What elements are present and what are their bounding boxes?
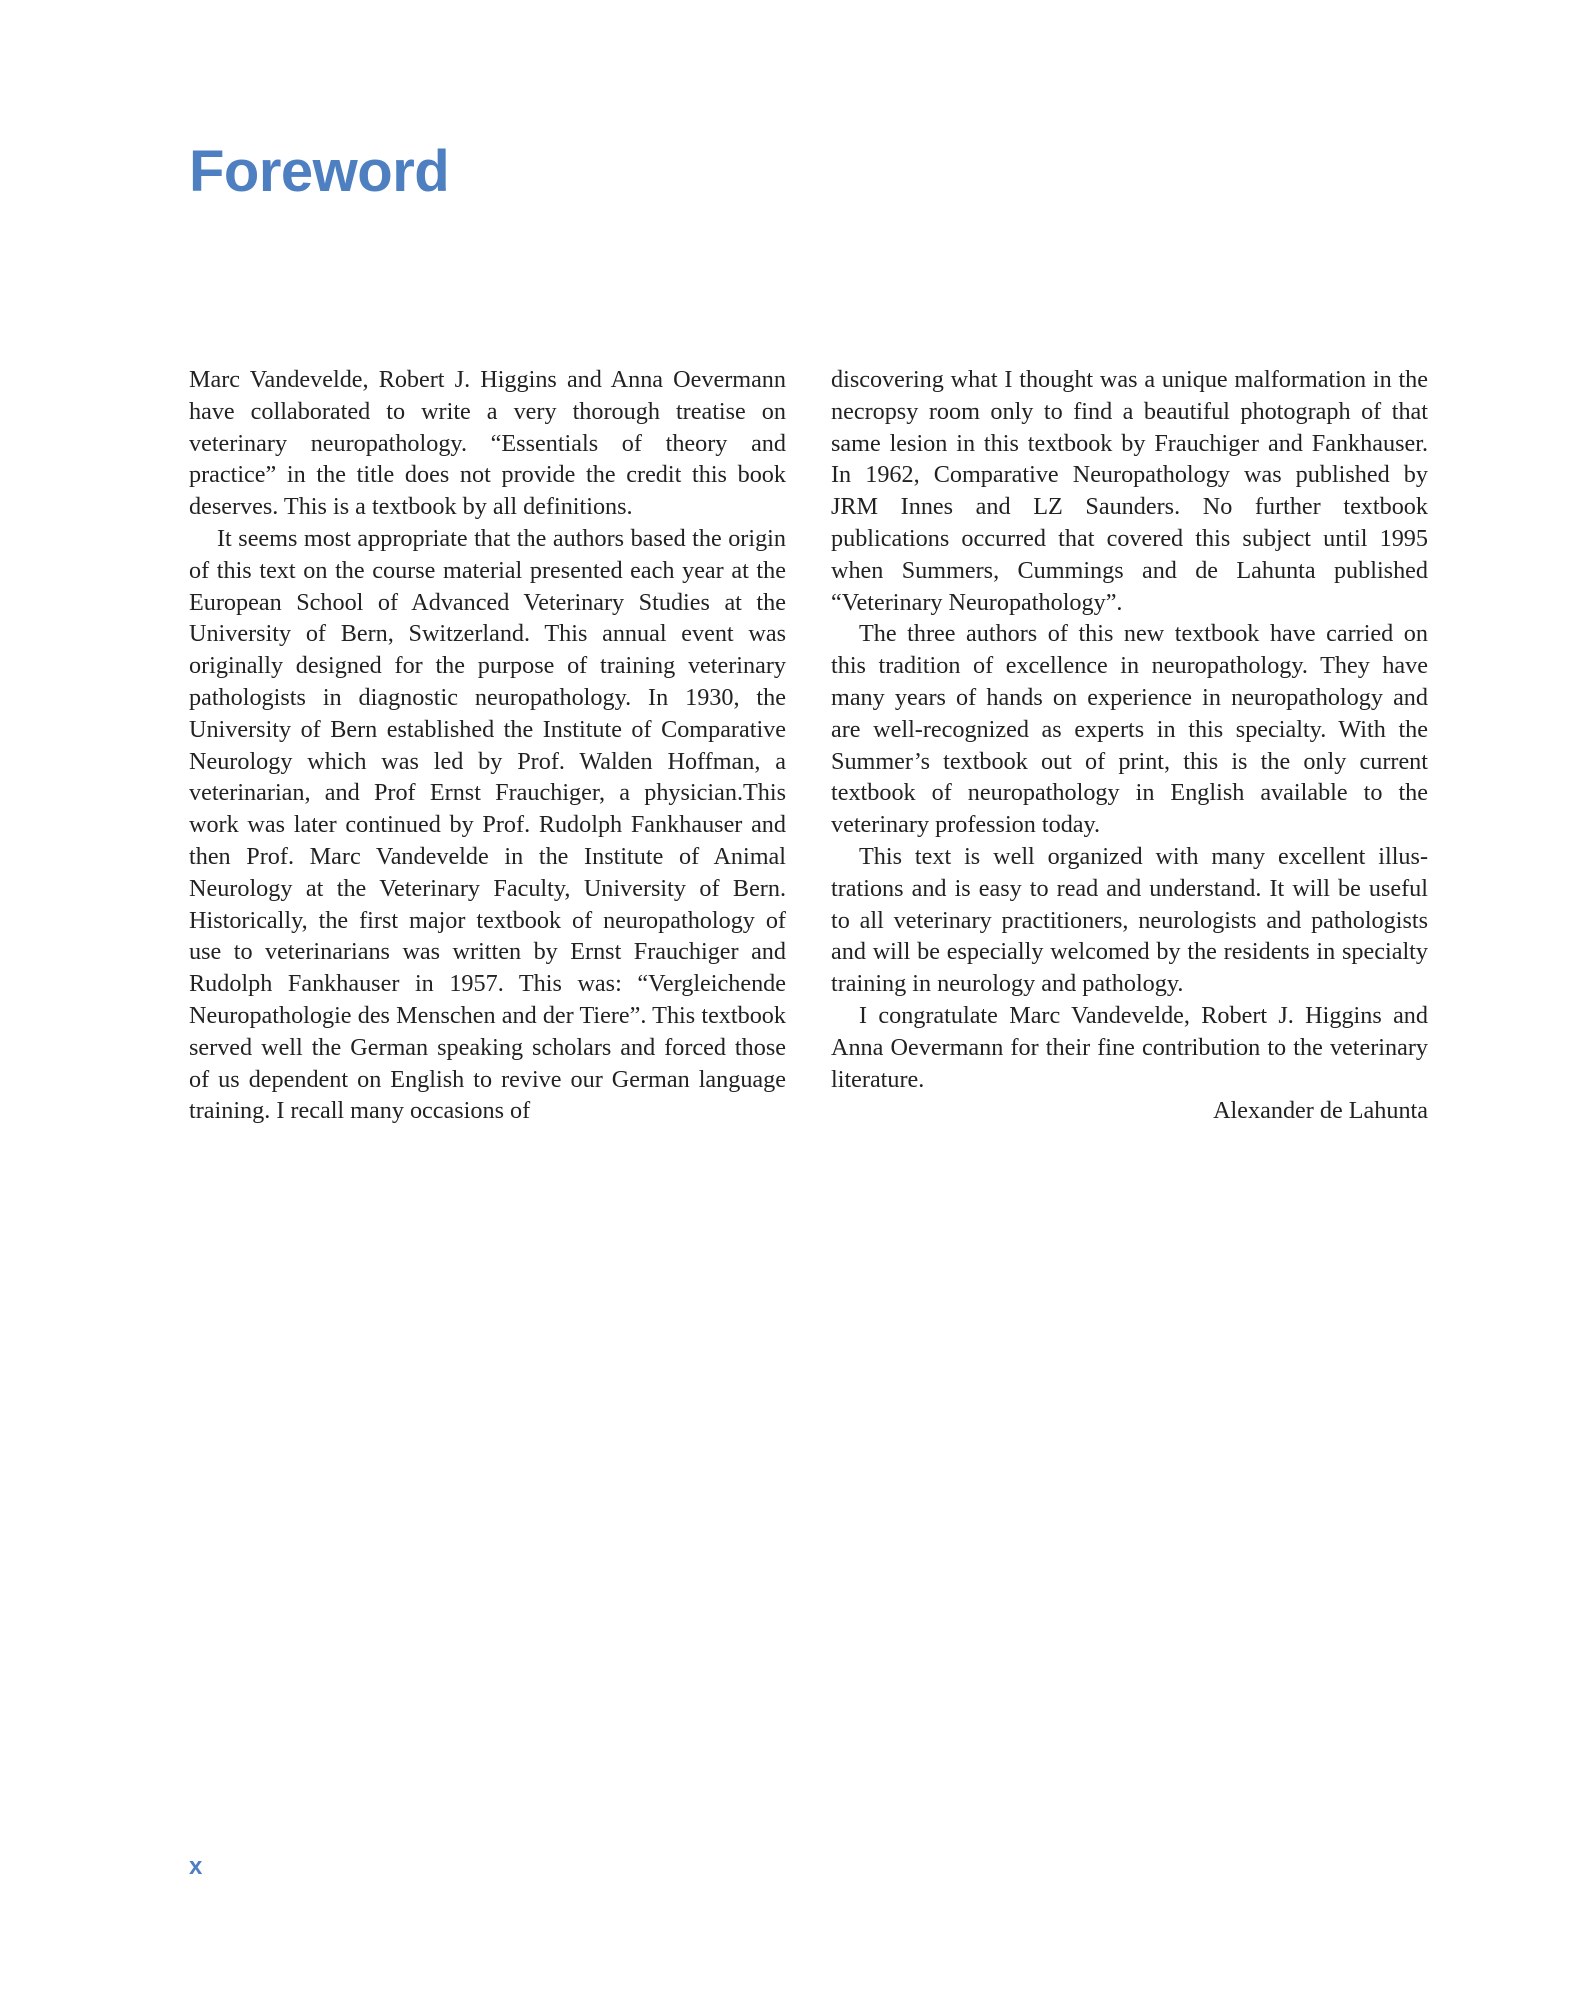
- left-column: [189, 364, 786, 1127]
- page-number: x: [189, 1853, 203, 1880]
- page-title: Foreword: [189, 139, 450, 204]
- paragraph-intro: Marc Vandevelde, Robert J. Higgins and Anna Oevermann have collaborated to write a very thorough treatise on veterinary neuropathology. “Essentials of theory and practice” in the title does not provide the credit this book deserves. This is a textbook by all definitions.: [189, 366, 786, 521]
- paragraph-usefulness: This text is well organized with many excellent illustrations and is easy to read and understand. It will be useful to all veterinary practitioners, neurologists and pathologists and will be especially welcomed by the residents in specialty training in neurology and pathology.: [831, 842, 1428, 998]
- paragraph-history-continued: discovering what I thought was a unique malformation in the necropsy room only to find a beautiful photograph of that same lesion in this textbook by Frauchiger and Fankhauser. In 1962, Comparative Neuropathology was published by JRM Innes and LZ Saunders. No further textbook publications occurred that covered this subject until 1995 when Summers, Cummings and de Lahunta published “Veterinary Neuropathology”.: [831, 366, 1428, 616]
- paragraph-history: It seems most appropriate that the authors based the origin of this text on the course material presented each year at the European School of Advanced Veterinary Studies at the University of Bern, Switzerland. This annual event was originally designed for the purpose of training veterinary pathologists in diagnostic neuropathology. In 1930, the University of Bern established the Institute of Comparative Neurology which was led by Prof. Walden Hoffman, a veterinarian, and Prof Ernst Frauchiger, a physician.This work was later continued by Prof. Rudolph Fankhauser and then Prof. Marc Vandevelde in the Institute of Animal Neurology at the Veterinary Faculty, University of Bern. Historically, the first major textbook of neuropathology of use to veterinarians was written by Ernst Frauchiger and Rudolph Fankhauser in 1957. This was: “Vergleichende Neuropathologie des Menschen and der Tiere”. This textbook served well the German speaking scholars and forced those of us dependent on English to revive our German language training. I recall many occasions of: [189, 524, 786, 1125]
- paragraph-tradition: The three authors of this new textbook have carried on this tradition of excellence in neuropathology. They have many years of hands on experience in neuropathology and are well-recognized as experts in this specialty. With the Summer’s textbook out of print, this is the only current textbook of neuropathology in English available to the veterinary profession today.: [831, 620, 1428, 839]
- author-signature: Alexander de Lahunta: [1213, 1097, 1428, 1125]
- paragraph-congratulations: I congratulate Marc Vandevelde, Robert J. Higgins and Anna Oevermann for their fine contribution to the veterinary literature.: [831, 1001, 1428, 1093]
- right-column: [831, 364, 1428, 1127]
